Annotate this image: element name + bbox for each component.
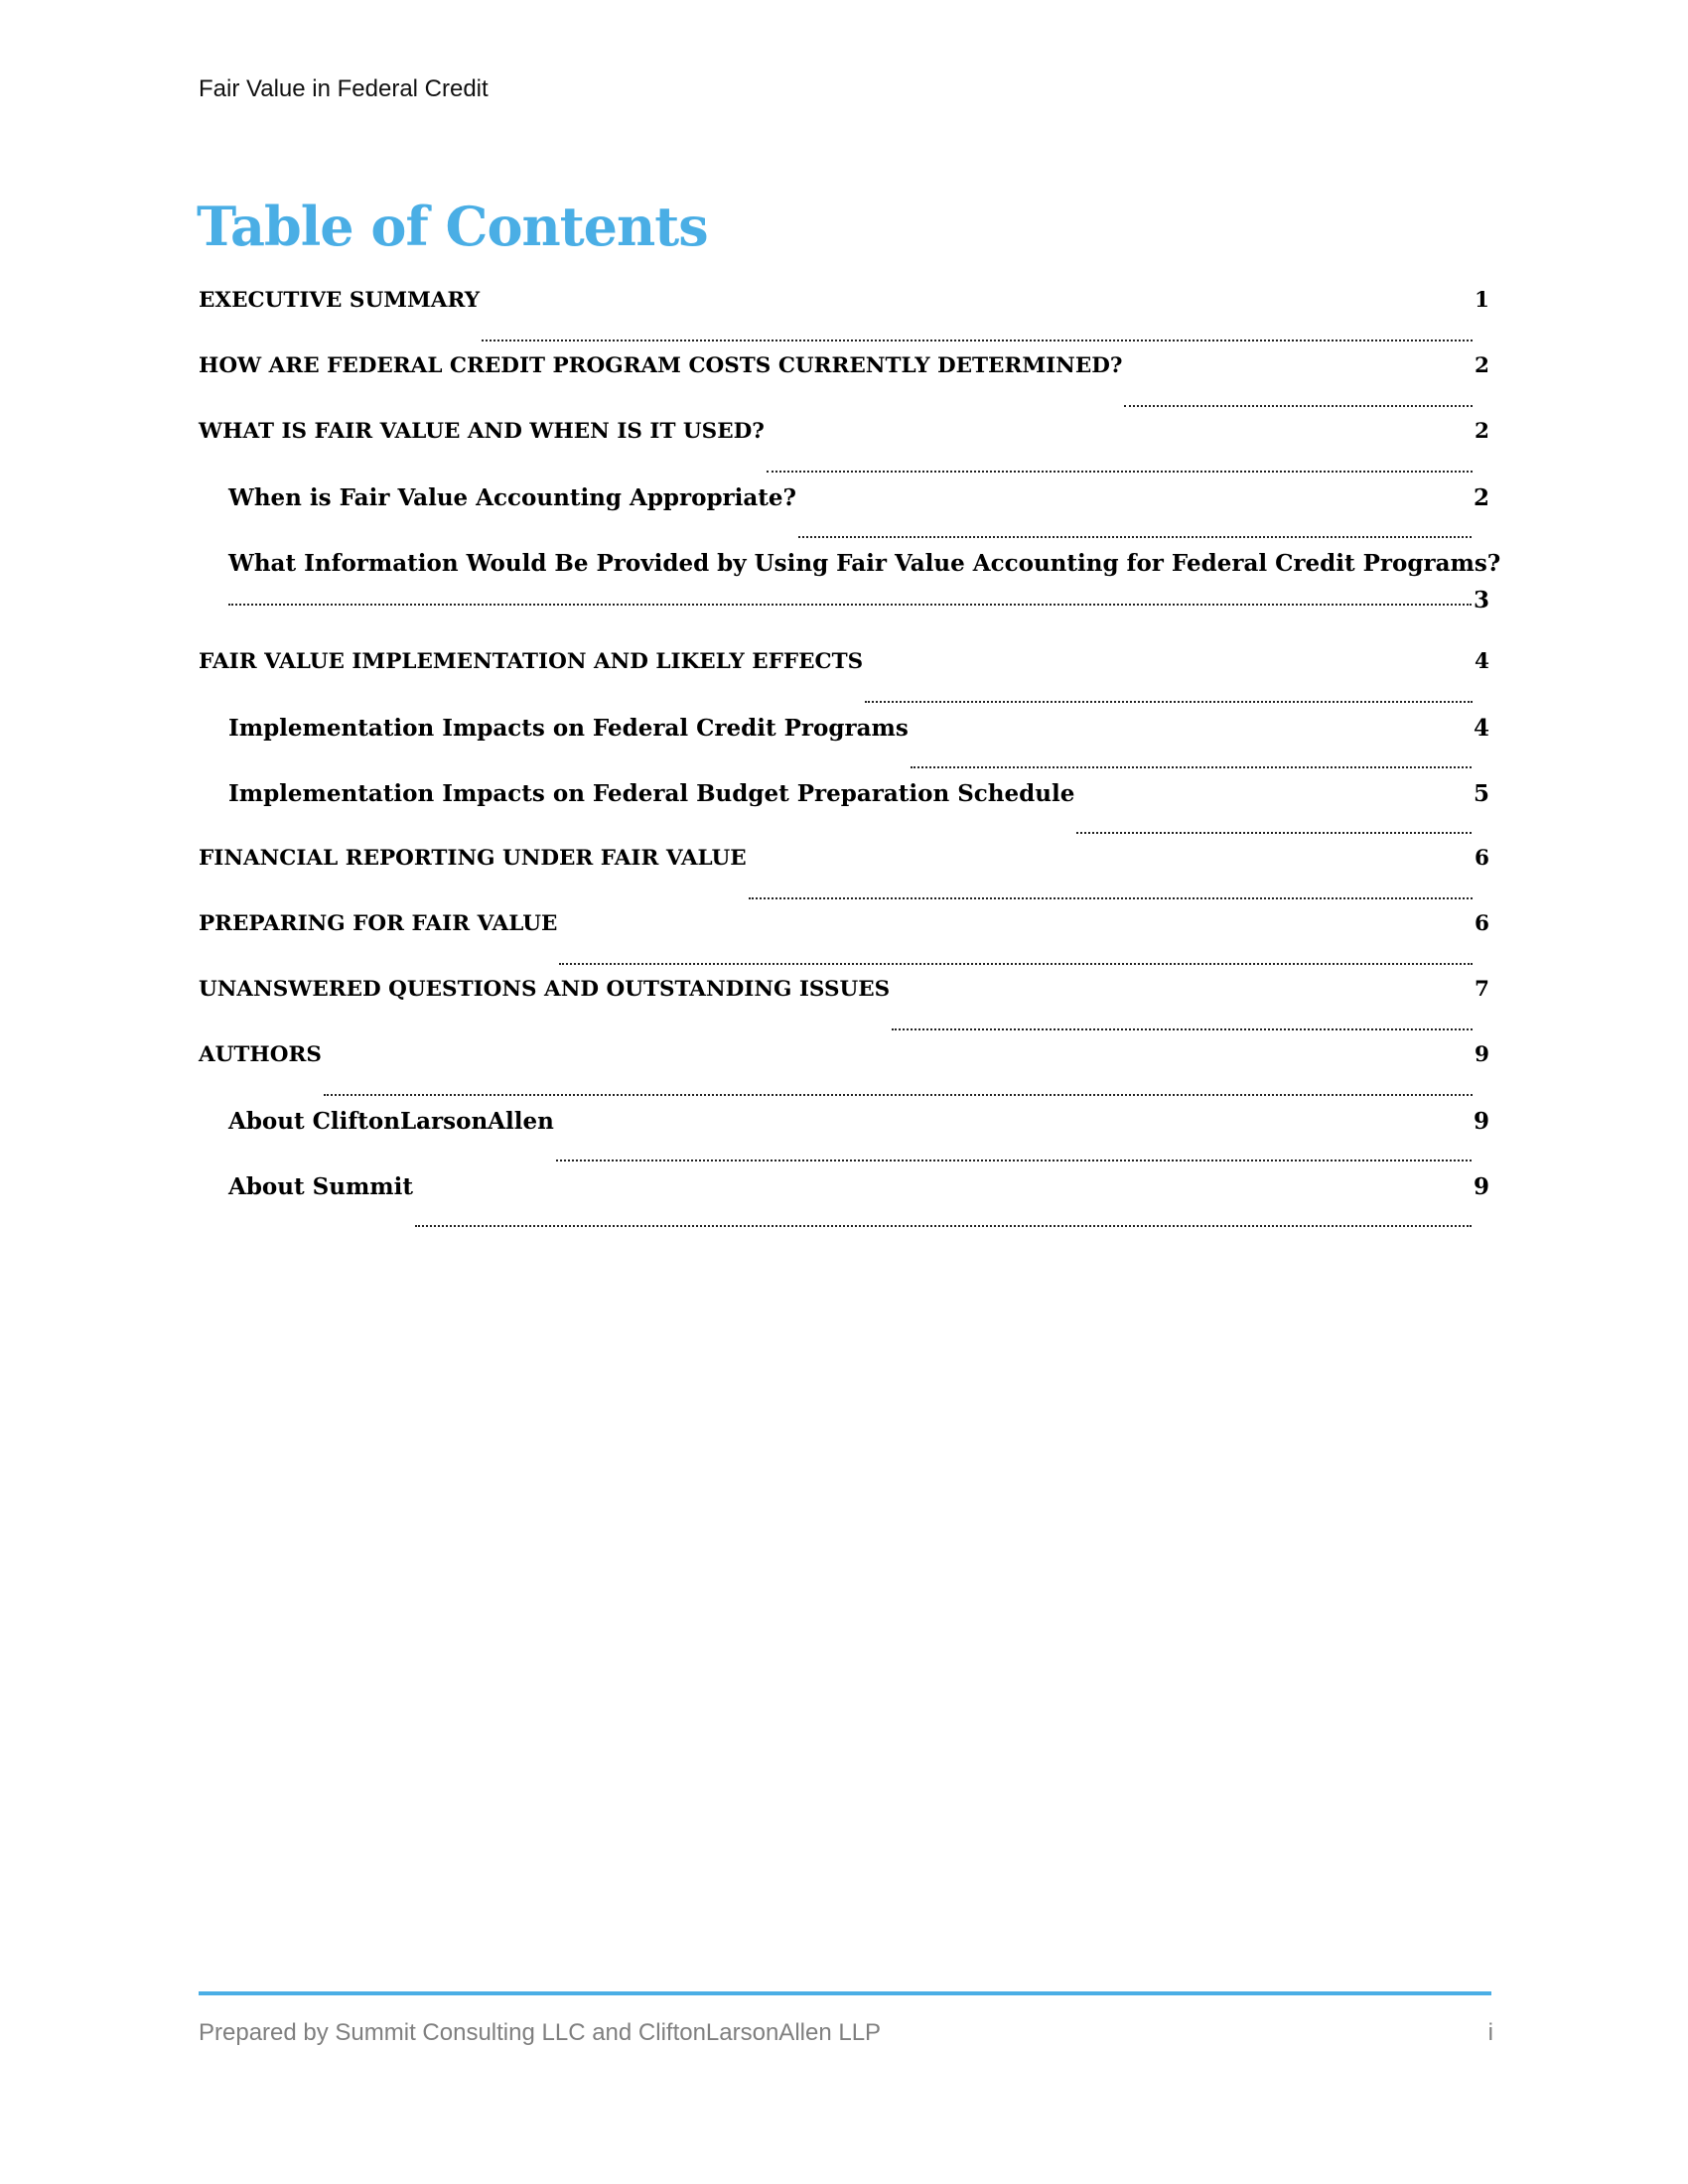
toc-list — [199, 288, 1501, 1239]
toc-entry-label: AUTHORS — [199, 1042, 322, 1067]
toc-entry-label: About Summit — [228, 1173, 413, 1200]
dot-leader — [892, 1024, 1473, 1030]
toc-entry-label: FAIR VALUE IMPLEMENTATION AND LIKELY EFFECTS — [199, 649, 864, 674]
dot-leader — [865, 697, 1473, 703]
toc-entry-page: 6 — [1475, 911, 1489, 936]
toc-entry-impacts-budget-schedule[interactable] — [199, 780, 1489, 846]
toc-entry-page: 6 — [1475, 846, 1489, 871]
toc-entry-unanswered-questions[interactable] — [199, 977, 1489, 1042]
dot-leader — [798, 532, 1472, 538]
toc-entry-label: HOW ARE FEDERAL CREDIT PROGRAM COSTS CURRENTLY DETERMINED? — [199, 353, 1123, 378]
footer-divider — [199, 1991, 1491, 1995]
toc-entry-page: 7 — [1475, 977, 1489, 1002]
dot-leader — [911, 762, 1472, 768]
toc-entry-label: What Information Would Be Provided by Using Fair Value Accounting for Federal Credit Programs? — [228, 550, 1501, 577]
toc-entry-when-appropriate[interactable] — [199, 484, 1489, 550]
dot-leader — [228, 600, 1472, 606]
toc-entry-program-costs[interactable] — [199, 353, 1489, 419]
toc-entry-implementation-effects[interactable] — [199, 649, 1489, 715]
dot-leader — [559, 959, 1473, 965]
toc-entry-label: WHAT IS FAIR VALUE AND WHEN IS IT USED? — [199, 419, 765, 444]
toc-entry-page: 4 — [1473, 715, 1489, 742]
dot-leader — [767, 467, 1473, 473]
toc-entry-executive-summary[interactable] — [199, 288, 1489, 353]
footer-prepared-by: Prepared by Summit Consulting LLC and CliftonLarsonAllen LLP — [199, 2019, 882, 2046]
toc-entry-label: PREPARING FOR FAIR VALUE — [199, 911, 558, 936]
toc-entry-information-provided[interactable] — [199, 550, 1501, 649]
toc-entry-what-is-fair-value[interactable] — [199, 419, 1489, 484]
toc-entry-about-summit[interactable] — [199, 1173, 1489, 1239]
footer-page-number: i — [1487, 2019, 1493, 2046]
toc-entry-page: 2 — [1475, 419, 1489, 444]
toc-entry-label: EXECUTIVE SUMMARY — [199, 288, 481, 313]
toc-entry-page: 2 — [1473, 484, 1489, 511]
toc-entry-about-cla[interactable] — [199, 1108, 1489, 1173]
toc-entry-authors[interactable] — [199, 1042, 1489, 1108]
toc-entry-page: 3 — [1473, 587, 1489, 614]
dot-leader — [415, 1221, 1472, 1227]
running-header: Fair Value in Federal Credit — [199, 75, 489, 102]
toc-entry-preparing[interactable] — [199, 911, 1489, 977]
toc-entry-page: 2 — [1475, 353, 1489, 378]
toc-entry-page: 9 — [1473, 1108, 1489, 1135]
toc-entry-label: Implementation Impacts on Federal Credit Programs — [228, 715, 909, 742]
dot-leader — [324, 1090, 1473, 1096]
toc-entry-label: About CliftonLarsonAllen — [228, 1108, 554, 1135]
toc-entry-page: 9 — [1475, 1042, 1489, 1067]
toc-entry-page: 5 — [1473, 780, 1489, 807]
dot-leader — [482, 336, 1473, 341]
toc-entry-impacts-credit-programs[interactable] — [199, 715, 1489, 780]
toc-entry-label: FINANCIAL REPORTING UNDER FAIR VALUE — [199, 846, 747, 871]
dot-leader — [556, 1156, 1472, 1161]
toc-entry-label: UNANSWERED QUESTIONS AND OUTSTANDING ISSUES — [199, 977, 891, 1002]
dot-leader — [1124, 401, 1473, 407]
toc-entry-label: When is Fair Value Accounting Appropriate? — [228, 484, 797, 511]
toc-entry-page: 4 — [1475, 649, 1489, 674]
toc-entry-page: 9 — [1473, 1173, 1489, 1200]
toc-entry-label: Implementation Impacts on Federal Budget Preparation Schedule — [228, 780, 1075, 807]
toc-entry-financial-reporting[interactable] — [199, 846, 1489, 911]
dot-leader — [749, 893, 1473, 899]
toc-title: Table of Contents — [197, 195, 708, 258]
dot-leader — [1076, 828, 1472, 834]
toc-entry-page: 1 — [1475, 288, 1489, 313]
